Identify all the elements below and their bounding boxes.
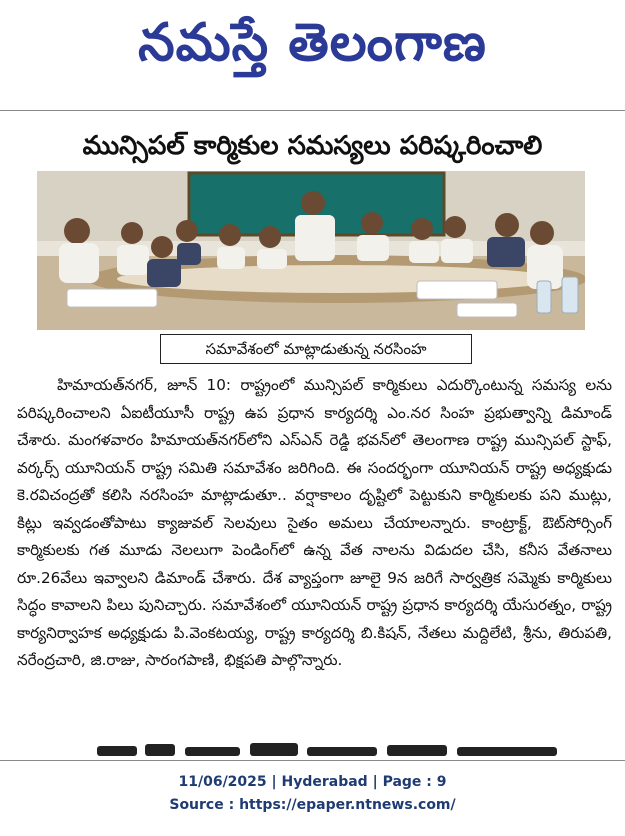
masthead-title: నమస్తే తెలంగాణ: [138, 13, 487, 73]
article-photo: [37, 171, 585, 330]
article-headline: మున్సిపల్ కార్మికుల సమస్యలు పరిష్కరించాలి: [82, 131, 543, 161]
next-article-headline-clipped: [95, 738, 565, 756]
article-paragraph: హిమాయత్‌నగర్, జూన్ 10: రాష్ట్రంలో మున్సిపల్ కార్మికులు ఎదుర్కొంటున్న సమస్య లను పరిష్కరించాలని ఏఐటీయూసీ రాష్ట్ర ఉప ప్రధాన కార్యదర్శి ఎం.నర సింహ ప్రభుత్వాన్ని డిమాండ్ చేశారు. మంగళవారం హిమాయత్‌నగర్‌లోని ఎస్‌ఎన్ రెడ్డి భవన్‌లో తెలంగాణ రాష్ట్ర మున్సిపల్ స్టాఫ్, వర్కర్స్ యూనియన్ రాష్ట్ర సమితి సమావేశం జరిగింది. ఈ సందర్భంగా యూనియన్ రాష్ట్ర అధ్యక్షుడు కె.రవిచంద్రతో కలిసి నరసింహ మాట్లాడుతూ.. వర్షాకాలం దృష్టిలో పెట్టుకుని కార్మికులకు పని ముట్లు, కిట్లు ఇవ్వడంతోపాటు క్యాజువల్ సెలవులు సైతం అమలు చేయాలన్నారు. కాంట్రాక్ట్, ఔట్‌సోర్సింగ్ కార్మికులకు గత మూడు నెలలుగా పెండింగ్‌లో ఉన్న వేత నాలను విడుదల చేసి, కనీస వేతనాలు రూ.26వేలు ఇవ్వాలని డిమాండ్ చేశారు. దేశ వ్యాప్తంగా జూలై 9న జరిగే సార్వత్రిక సమ్మెకు కార్మికులు సిద్ధం కావాలని పిలు పునిచ్చారు. సమావేశంలో యూనియన్ రాష్ట్ర ప్రధాన కార్యదర్శి యేసురత్నం, రాష్ట్ర కార్యనిర్వాహక అధ్యక్షుడు పి.వెంకటయ్య, రాష్ట్ర కార్యదర్శి బి.కిషన్, నేతలు మద్దిలేటి, శ్రీను, తిరుపతి, నరేంద్రచారి, జి.రాజు, సారంగపాణి, భిక్షపతి పాల్గొన్నారు.: [17, 376, 612, 669]
masthead-divider: [0, 110, 625, 111]
footer-divider: [0, 760, 625, 761]
masthead: [0, 0, 625, 112]
photo-caption: సమావేశంలో మాట్లాడుతున్న నరసింహ: [160, 334, 472, 364]
footer-date-line: 11/06/2025 | Hyderabad | Page : 9: [178, 774, 447, 790]
footer-source-link[interactable]: Source : https://epaper.ntnews.com/: [169, 797, 456, 813]
article-body: [17, 372, 612, 675]
